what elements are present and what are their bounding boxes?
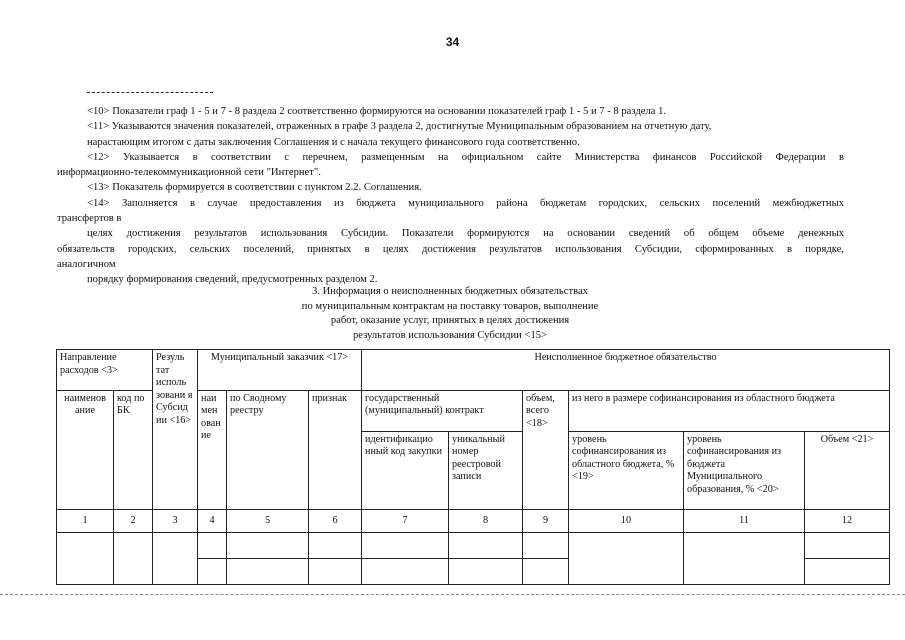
- section-title-line: 3. Информация о неисполненных бюджетных обязательствах: [312, 286, 588, 297]
- col-number: 1: [57, 509, 114, 533]
- header-unfulfilled: Неисполненное бюджетное обязательство: [362, 350, 890, 391]
- header-customer-name: наи мен ован ие: [198, 390, 227, 509]
- obligations-table: [56, 349, 890, 585]
- section-title-line: по муниципальным контрактам на поставку товаров, выполнение: [301, 300, 599, 312]
- table-cell: [362, 559, 449, 585]
- table-cell: [684, 533, 805, 585]
- col-number: 10: [569, 509, 684, 533]
- table-cell: [114, 533, 153, 585]
- table-cell: [153, 533, 198, 585]
- section-title-line: результатов использования Субсидии <15>: [352, 329, 548, 341]
- table-cell: [198, 533, 227, 559]
- table-cell: [569, 533, 684, 585]
- page-number: 34: [445, 35, 460, 49]
- table-cell: [198, 559, 227, 585]
- col-number: 9: [523, 509, 569, 533]
- col-number: 3: [153, 509, 198, 533]
- col-number: 6: [309, 509, 362, 533]
- footnotes: [57, 104, 844, 288]
- footnote-14-line5: аналогичном: [57, 258, 116, 270]
- header-registry: по Сводному реестру: [227, 390, 309, 509]
- table-cell: [805, 559, 890, 585]
- table-cell: [523, 559, 569, 585]
- table-cell: [449, 533, 523, 559]
- col-number: 12: [805, 509, 890, 533]
- footnote-14-line2: трансфертов в: [57, 213, 122, 225]
- footnote-separator: [87, 92, 213, 93]
- footnote-14-line6: порядку формирования сведений, предусмотренных разделом 2.: [87, 274, 378, 286]
- table-cell: [362, 533, 449, 559]
- header-kbk: код по БК: [114, 390, 153, 509]
- table-cell: [227, 559, 309, 585]
- section-title: [200, 285, 700, 343]
- footnote-14: <14> Заполняется в случае предоставления из бюджета муниципального района бюджетам городских, сельских поселений межбюджетных: [87, 197, 844, 209]
- header-cofinance: из него в размере софинансирования из областного бюджета: [569, 390, 890, 431]
- table-cell: [805, 533, 890, 559]
- footnote-13: <13> Показатель формируется в соответствии с пунктом 2.2. Соглашения.: [87, 182, 422, 194]
- footnote-11-cont: нарастающим итогом с даты заключения Соглашения и с начала текущего финансового года соответственно.: [87, 136, 580, 148]
- col-number: 8: [449, 509, 523, 533]
- footnote-11: <11> Указываются значения показателей, отраженных в графе 3 раздела 2, достигнутые Муниципальным образованием на отчетную дату,: [87, 121, 712, 133]
- header-amount: Объем <21>: [805, 431, 890, 509]
- col-number: 5: [227, 509, 309, 533]
- col-number: 11: [684, 509, 805, 533]
- header-level-municipal: уровень софинансирования из бюджета Муниципального образования, % <20>: [684, 431, 805, 509]
- table-cell: [57, 533, 114, 585]
- header-unique-number: уникальный номер реестровой записи: [449, 431, 523, 509]
- table-cell: [309, 559, 362, 585]
- table-cell: [449, 559, 523, 585]
- table-cell: [227, 533, 309, 559]
- header-ident-code: идентификацио нный код закупки: [362, 431, 449, 509]
- footnote-12-cont: информационно-телекоммуникационной сети "Интернет".: [57, 167, 321, 179]
- header-contract: государственный (муниципальный) контракт: [362, 390, 523, 431]
- footnote-14-line3: целях достижения результатов использования Субсидии. Показатели формируются на основании сведений об общем объеме денежных: [87, 228, 844, 240]
- header-volume: объем, всего <18>: [523, 390, 569, 509]
- table-cell: [523, 533, 569, 559]
- footnote-12: <12> Указывается в соответствии с перечнем, размещенным на официальном сайте Министерства финансов Российской Федерации в: [87, 151, 844, 163]
- col-number: 4: [198, 509, 227, 533]
- table-cell: [309, 533, 362, 559]
- footnote-10: <10> Показатели граф 1 - 5 и 7 - 8 раздела 2 соответственно формируются на основании показателей граф 1 - 5 и 7 - 8 раздела 1.: [87, 106, 667, 117]
- col-number: 7: [362, 509, 449, 533]
- footnote-14-line4: обязательств городских, сельских поселений, принятых в целях достижения результатов использования Субсидии, сформированных в порядке,: [57, 243, 844, 255]
- header-sign: признак: [309, 390, 362, 509]
- header-direction: Направление расходов <3>: [57, 350, 153, 391]
- section-title-line: работ, оказание услуг, принятых в целях достижения: [330, 315, 570, 326]
- col-number: 2: [114, 509, 153, 533]
- page-edge-artifact: [0, 594, 905, 595]
- header-level-regional: уровень софинансирования из областного бюджета, % <19>: [569, 431, 684, 509]
- header-customer: Муниципальный заказчик <17>: [198, 350, 362, 391]
- header-name: наименов ание: [57, 390, 114, 509]
- header-result: Резуль тат исполь зовани я Субсид ии <16>: [153, 350, 198, 510]
